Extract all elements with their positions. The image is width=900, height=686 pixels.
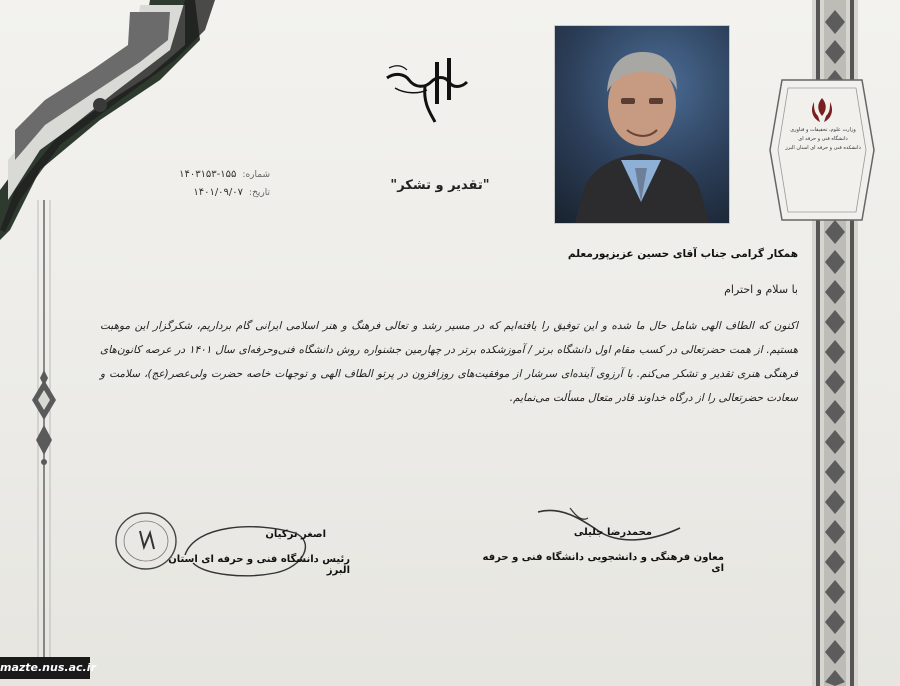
date-value: ۱۴۰۱/۰۹/۰۷ [193,187,244,198]
left-signatory-name: اصغر ترکیان [265,529,326,540]
number-value: ۱۴۰۳۱۵۳-۱۵۵ [179,169,237,180]
right-signatory-role: معاون فرهنگی و دانشجویی دانشگاه فنی و حرفه ای [482,552,724,574]
greeting-line: با سلام و احترام [724,283,798,296]
recipient-line: همکار گرامی جناب آقای حسین عزیزپورمعلم [567,248,798,260]
left-ornament [22,200,66,660]
emblem-caption: وزارت علوم، تحقیقات و فناوری دانشگاه فنی و حرفه ای دانشکده فنی و حرفه ای استان البرز [785,127,861,151]
number-label: شماره: [242,170,270,180]
certificate-body: اکنون که الطاف الهی شامل حال ما شده و این توفیق را یافته‌ایم که در مسیر رشد و تعالی فرهنگ و هنر اسلامی ایرانی گام برداریم، شکرگزار این موهبت هستیم. از همت حضرتعالی در کسب مقام اول دانشگاه برتر / آموزشکده برتر در چهارمین جشنواره روش دانشگاه فنی‌وحرفه‌ای سال ۱۴۰۱ در عرصه کانون‌های فرهنگی هنری تقدیر و تشکر می‌کنم. با آرزوی آینده‌ای سرشار از موفقیت‌های روزافزون در پرتو الطاف الهی و توجهات خاصه حضرت ولی‌عصر(عج)، سلامت و سعادت حضرتعالی را از درگاه خداوند قادر متعال مسألت می‌نمایم. [100,320,798,404]
right-signature-block [478,527,724,574]
date-label: تاریخ: [249,188,270,198]
bismillah-calligraphy [375,48,485,128]
right-signatory-name: محمدرضا جلیلی [573,527,652,538]
left-signatory-role: رئیس دانشگاه فنی و حرفه ای استان البرز [168,554,350,576]
certificate-title: "تقدیر و تشکر" [390,178,490,193]
left-signature-block [150,529,350,576]
site-watermark: mazte.nus.ac.ir [0,657,90,679]
reference-meta [140,166,270,202]
recipient-photo [554,25,730,224]
